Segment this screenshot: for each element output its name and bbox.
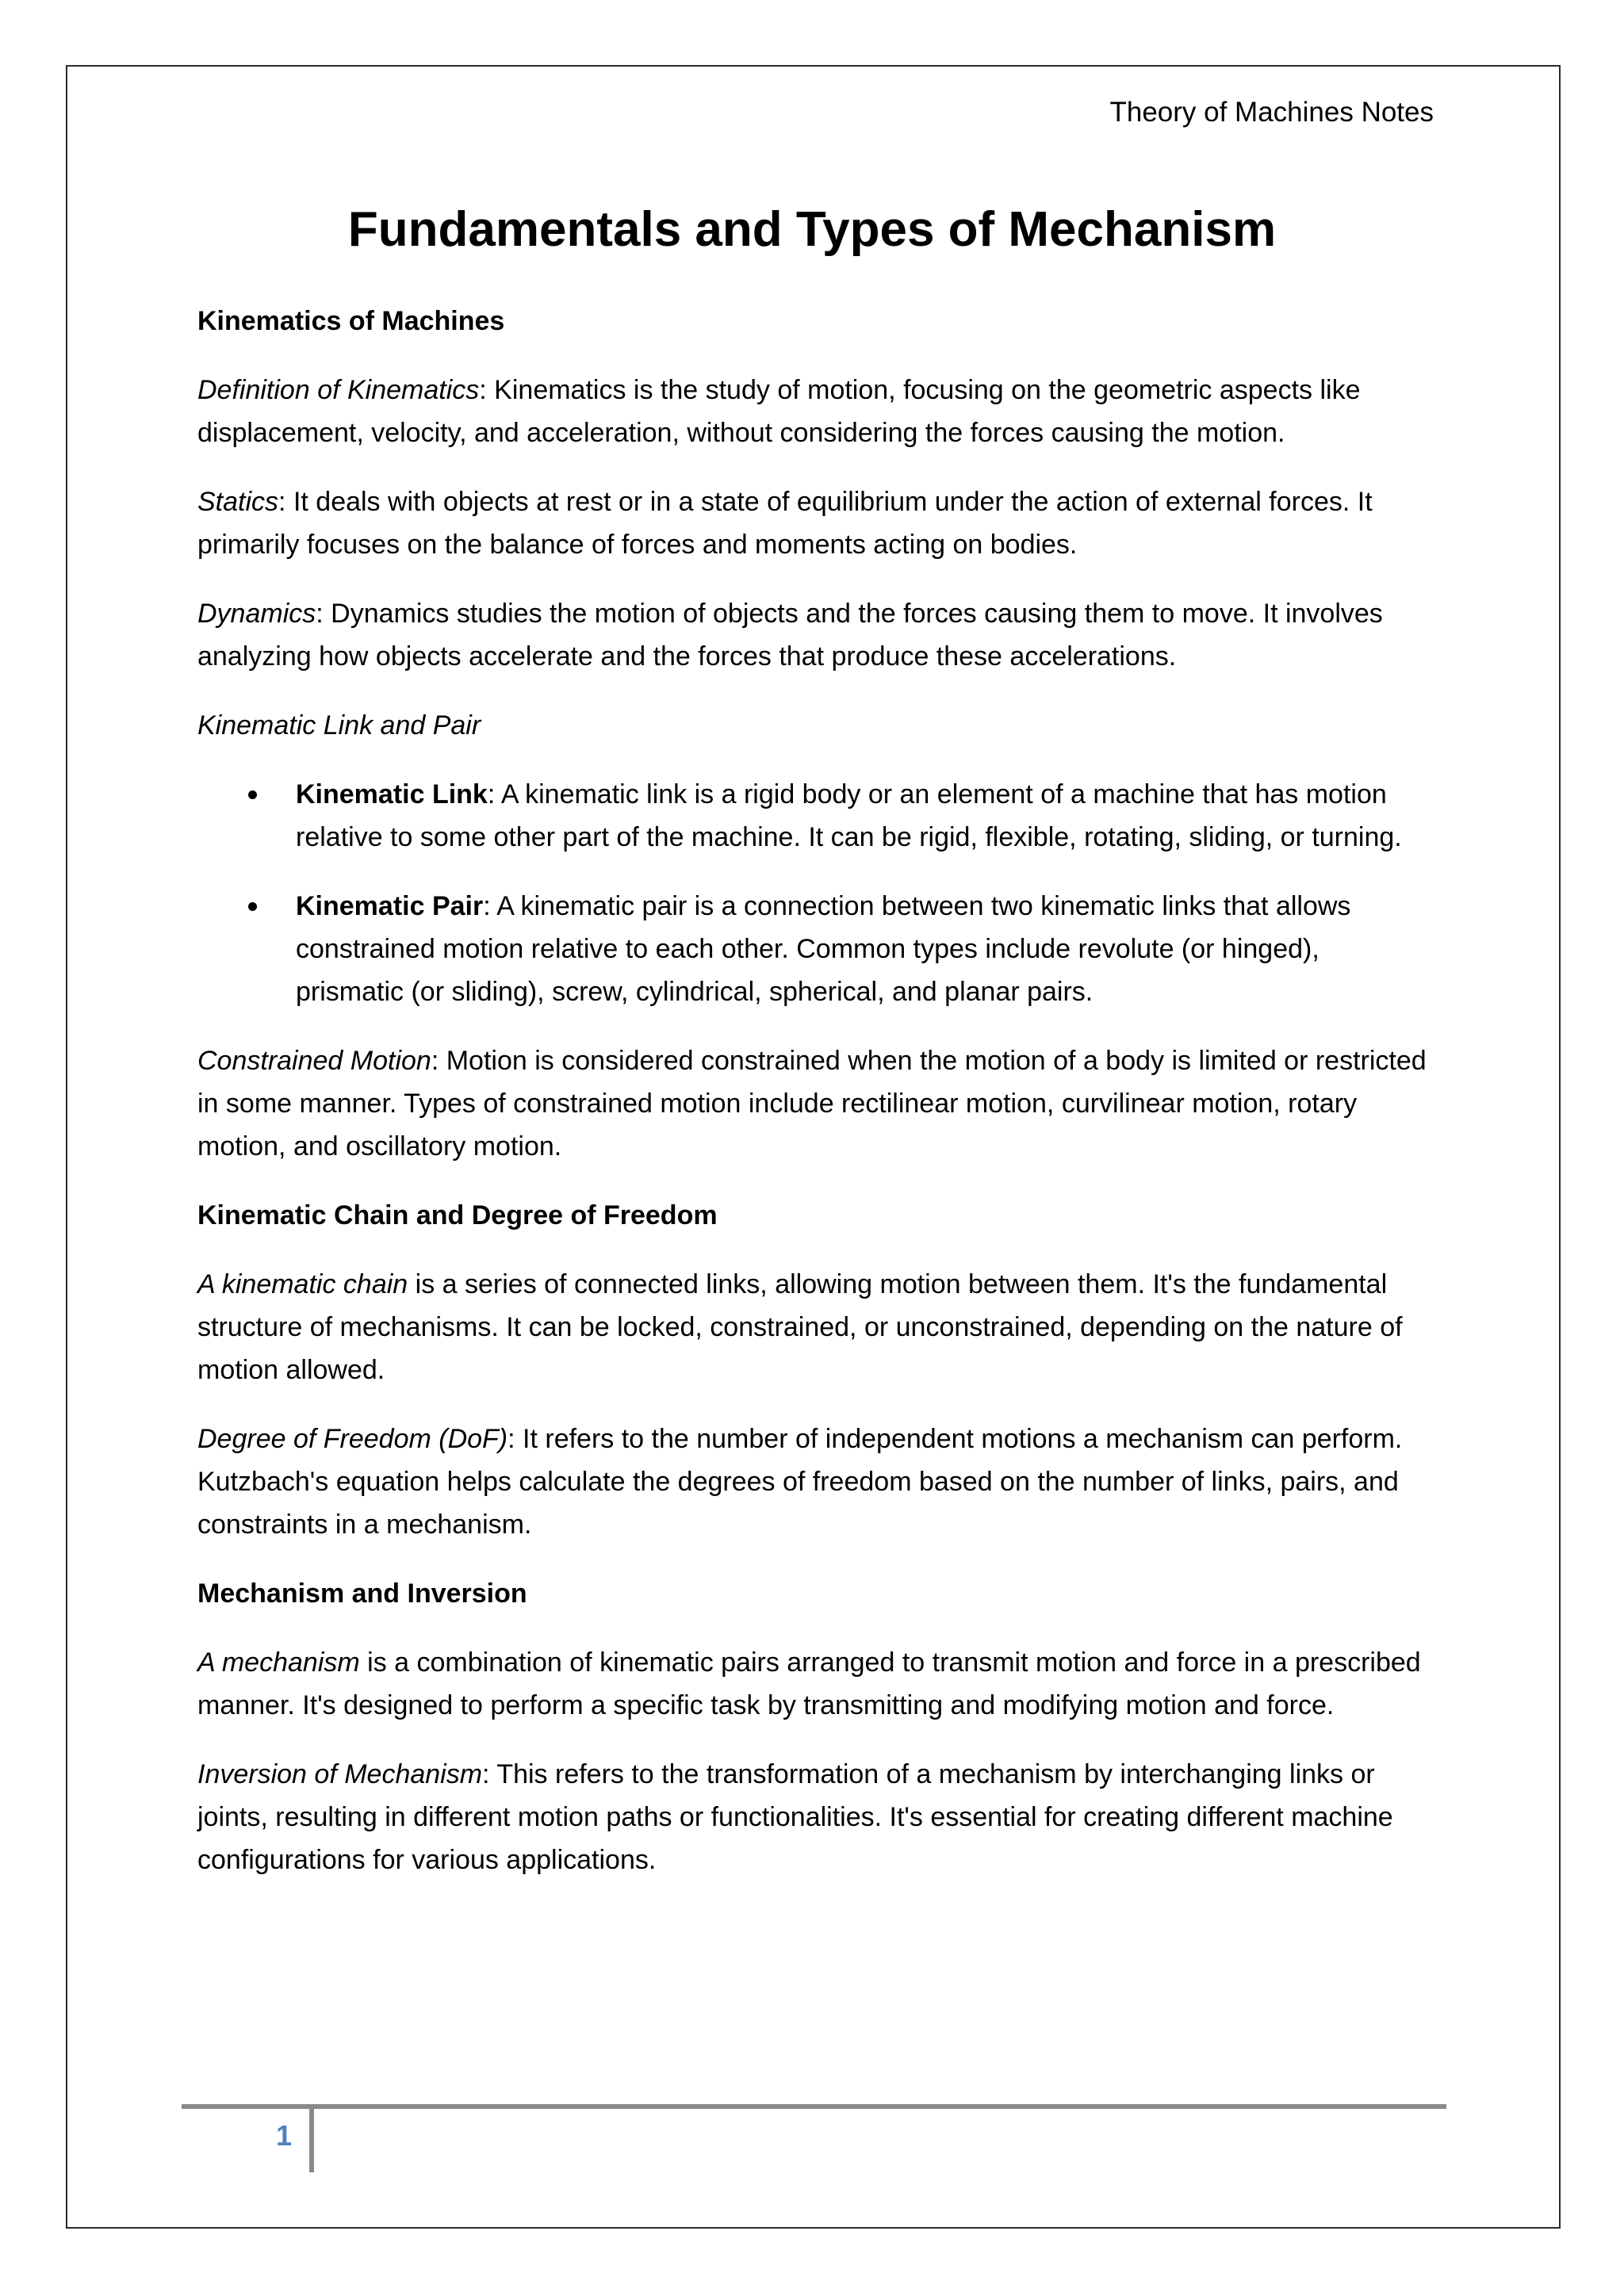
text-inversion: : This refers to the transformation of a mechanism by interchanging links or joints, resulting in different motion paths or functionalities. It's essential for creating different machine configurations for various applications. — [197, 1759, 1393, 1875]
bullet-icon — [248, 790, 257, 799]
term-definition-kinematics: Definition of Kinematics — [197, 375, 480, 405]
running-header: Theory of Machines Notes — [1109, 97, 1434, 128]
term-degree-of-freedom: Degree of Freedom (DoF) — [197, 1424, 508, 1454]
section-heading-mechanism: Mechanism and Inversion — [197, 1578, 527, 1609]
term-kinematic-link: Kinematic Link — [296, 779, 488, 809]
page-number: 1 — [276, 2119, 293, 2152]
text-degree-of-freedom: : It refers to the number of independent motions a mechanism can perform. Kutzbach's equation helps calculate the degrees of freedom based on the number of links, pairs, and constraints in a mechanism. — [197, 1424, 1403, 1540]
section-heading-kinematics: Kinematics of Machines — [197, 306, 505, 336]
bullet-icon — [248, 902, 257, 911]
text-kinematic-chain: is a series of connected links, allowing motion between them. It's the fundamental structure of mechanisms. It can be locked, constrained, or unconstrained, depending on the nature of motion allowed. — [197, 1269, 1403, 1385]
term-dynamics: Dynamics — [197, 599, 316, 629]
text-kinematic-link: : A kinematic link is a rigid body or an element of a machine that has motion relative to some other part of the machine. It can be rigid, flexible, rotating, sliding, or turning. — [296, 779, 1402, 852]
term-inversion: Inversion of Mechanism — [197, 1759, 483, 1789]
text-dynamics: : Dynamics studies the motion of objects and the forces causing them to move. It involves analyzing how objects accelerate and the forces that produce these accelerations. — [197, 599, 1383, 672]
paragraph-kinematic-chain — [197, 1263, 1434, 1391]
footer-rule — [182, 2104, 1446, 2109]
footer-divider — [309, 2104, 314, 2172]
text-mechanism: is a combination of kinematic pairs arranged to transmit motion and force in a prescribed manner. It's designed to perform a specific task by transmitting and modifying motion and force. — [197, 1647, 1421, 1720]
paragraph-statics — [197, 480, 1434, 566]
paragraph-degree-of-freedom — [197, 1418, 1434, 1546]
paragraph-dynamics — [197, 592, 1434, 678]
document-title: Fundamentals and Types of Mechanism — [347, 202, 1277, 257]
bullet-list-link-pair — [197, 773, 1434, 1013]
subheading-link-pair: Kinematic Link and Pair — [197, 710, 481, 740]
term-mechanism: A mechanism — [197, 1647, 360, 1678]
text-statics: : It deals with objects at rest or in a state of equilibrium under the action of external forces. It primarily focuses on the balance of forces and moments acting on bodies. — [197, 487, 1373, 560]
section-heading-chain: Kinematic Chain and Degree of Freedom — [197, 1200, 718, 1230]
text-kinematic-pair: : A kinematic pair is a connection between two kinematic links that allows constrained motion relative to each other. Common types include revolute (or hinged), prismatic (or sliding), screw, cylindrical, spherical, and planar pairs. — [296, 891, 1351, 1007]
term-kinematic-pair: Kinematic Pair — [296, 891, 484, 921]
list-item-kinematic-pair — [197, 885, 1434, 1013]
term-kinematic-chain: A kinematic chain — [197, 1269, 408, 1299]
list-item-kinematic-link — [197, 773, 1434, 859]
paragraph-mechanism — [197, 1641, 1434, 1727]
term-constrained-motion: Constrained Motion — [197, 1046, 431, 1076]
text-definition-kinematics: : Kinematics is the study of motion, focusing on the geometric aspects like displacement, velocity, and acceleration, without considering the forces causing the motion. — [197, 375, 1361, 448]
text-constrained-motion: : Motion is considered constrained when the motion of a body is limited or restricted in some manner. Types of constrained motion include rectilinear motion, curvilinear motion, rotary motion, and oscillatory motion. — [197, 1046, 1427, 1161]
term-statics: Statics — [197, 487, 279, 517]
paragraph-inversion — [197, 1753, 1434, 1881]
paragraph-definition-kinematics — [197, 369, 1434, 454]
document-body — [197, 300, 1434, 1908]
paragraph-constrained-motion — [197, 1039, 1434, 1168]
